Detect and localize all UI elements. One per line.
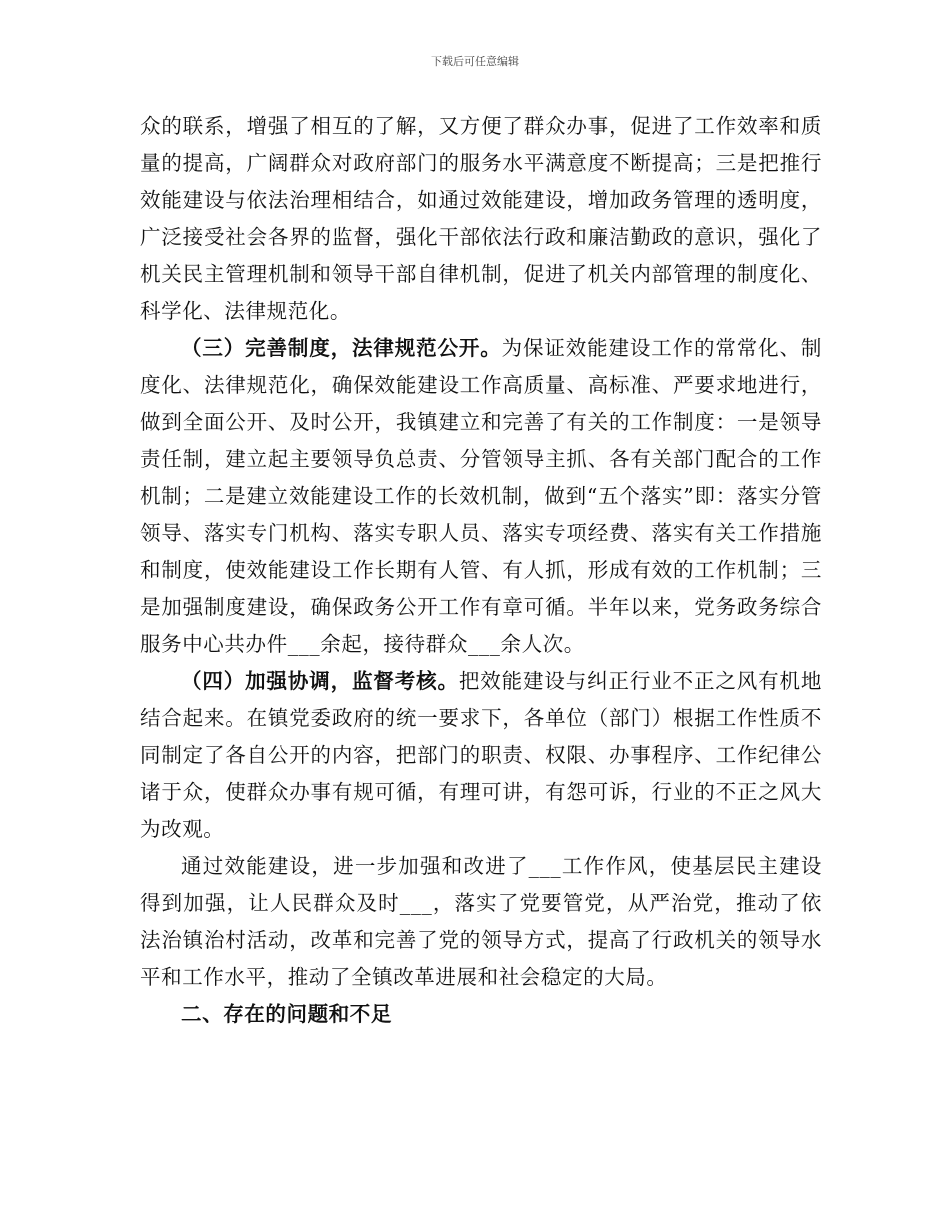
- paragraph-summary: 通过效能建设，进一步加强和改进了___工作作风，使基层民主建设得到加强，让人民群众及时___，落实了党要管党，从严治党，推动了依法治镇治村活动，改革和完善了党的领导方式，提高了行政机关的领导水平和工作水平，推动了全镇改革进展和社会稳定的大局。: [140, 854, 822, 989]
- section-heading: 二、存在的问题和不足: [181, 1002, 392, 1026]
- page-header-note: 下载后可任意编辑: [431, 55, 519, 68]
- document-body: [140, 108, 822, 1033]
- section-3-lead: （三）完善制度，法律规范公开。: [181, 336, 502, 360]
- section-3-text: 为保证效能建设工作的常常化、制度化、法律规范化，确保效能建设工作高质量、高标准、严要求地进行，做到全面公开、及时公开，我镇建立和完善了有关的工作制度：一是领导责任制，建立起主要领导负总责、分管领导主抓、各有关部门配合的工作机制；二是建立效能建设工作的长效机制，做到“五个落实”即：落实分管领导、落实专门机构、落实专职人员、落实专项经费、落实有关工作措施和制度，使效能建设工作长期有人管、有人抓，形成有效的工作机制；三是加强制度建设，确保政务公开工作有章可循。半年以来，党务政务综合服务中心共办件___余起，接待群众___余人次。: [140, 336, 823, 656]
- section-4-text: 把效能建设与纠正行业不正之风有机地结合起来。在镇党委政府的统一要求下，各单位（部门）根据工作性质不同制定了各自公开的内容，把部门的职责、权限、办事程序、工作纪律公诸于众，使群众办事有规可循，有理可讲，有怨可诉，行业的不正之风大为改观。: [140, 669, 822, 841]
- paragraph-section-3: [140, 330, 822, 663]
- paragraph-section-4: [140, 663, 822, 848]
- paragraph-continuation: 众的联系，增强了相互的了解，又方便了群众办事，促进了工作效率和质量的提高，广阔群众对政府部门的服务水平满意度不断提高；三是把推行效能建设与依法治理相结合，如通过效能建设，增加政务管理的透明度，广泛接受社会各界的监督，强化干部依法行政和廉洁勤政的意识，强化了机关民主管理机制和领导干部自律机制，促进了机关内部管理的制度化、科学化、法律规范化。: [140, 114, 822, 323]
- section-4-lead: （四）加强协调，监督考核。: [181, 669, 459, 693]
